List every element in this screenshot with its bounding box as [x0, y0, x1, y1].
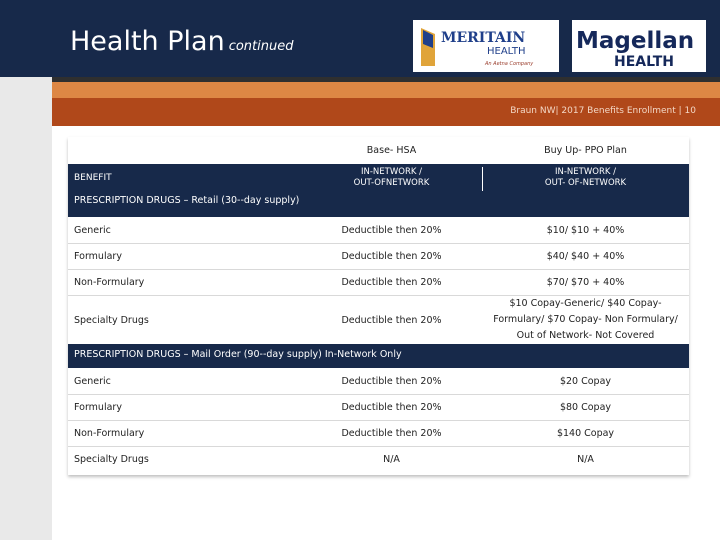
- hsa-value: Deductible then 20%: [341, 276, 442, 288]
- page-title: [70, 26, 293, 57]
- ppo-value: $140 Copay: [556, 427, 615, 439]
- table-row: [68, 243, 689, 270]
- column-header-ppo-line2: OUT- OF-NETWORK: [544, 177, 627, 188]
- benefits-table: [68, 137, 689, 475]
- magellan-logo-wordmark: Magellan: [576, 28, 695, 54]
- ppo-value: $80 Copay: [559, 401, 612, 413]
- magellan-logo: [572, 20, 706, 72]
- magellan-logo-health: HEALTH: [614, 54, 674, 70]
- table-row: [68, 269, 689, 296]
- ppo-value: N/A: [577, 453, 594, 465]
- ppo-value-line: Out of Network- Not Covered: [516, 330, 655, 341]
- table-row: [68, 420, 689, 447]
- hsa-value: Deductible then 20%: [341, 224, 442, 236]
- ppo-value: $20 Copay: [559, 375, 612, 387]
- ppo-value-line: Formulary/ $70 Copay- Non Formulary/: [493, 314, 678, 325]
- hsa-value: N/A: [383, 453, 400, 465]
- benefit-name: Formulary: [74, 250, 122, 262]
- plan-header-hsa: Base- HSA: [366, 145, 417, 156]
- benefit-name: Formulary: [74, 401, 122, 413]
- benefit-name: Non-Formulary: [74, 427, 145, 439]
- column-header-hsa-line2: OUT-OFNETWORK: [353, 177, 430, 188]
- column-header-benefit: BENEFIT: [74, 172, 112, 183]
- table-row: [68, 295, 689, 345]
- left-margin-strip: [0, 0, 52, 540]
- ppo-value: [482, 295, 689, 345]
- footer-text: Braun NW| 2017 Benefits Enrollment | 10: [510, 106, 696, 116]
- plan-header-row: [68, 137, 689, 164]
- table-row: [68, 394, 689, 421]
- section-mail-title: PRESCRIPTION DRUGS – Mail Order (90--day supply) In-Network Only: [74, 349, 402, 360]
- ppo-value-line: $10 Copay-Generic/ $40 Copay-: [509, 298, 662, 309]
- section-mail-header: [68, 344, 689, 368]
- benefit-name: Non-Formulary: [74, 276, 145, 288]
- meritain-logo-graphic: [413, 20, 559, 72]
- meritain-logo-wordmark: MERITAIN: [441, 30, 526, 46]
- table-row: [68, 446, 689, 472]
- ppo-value: $10/ $10 + 40%: [546, 224, 625, 236]
- ppo-value: $70/ $70 + 40%: [546, 276, 625, 288]
- benefit-name: Specialty Drugs: [74, 314, 149, 326]
- column-header-ppo-line1: IN-NETWORK /: [555, 166, 616, 177]
- page-title-text: Health Plan: [70, 26, 225, 57]
- ppo-value: $40/ $40 + 40%: [546, 250, 625, 262]
- meritain-logo-tagline: An Aetna Company: [485, 61, 534, 67]
- hsa-value: Deductible then 20%: [341, 375, 442, 387]
- orange-band: [52, 82, 720, 98]
- table-row: [68, 368, 689, 395]
- hsa-value: Deductible then 20%: [341, 250, 442, 262]
- column-header-hsa: [299, 164, 484, 191]
- table-row: [68, 217, 689, 244]
- benefit-name: Generic: [74, 375, 111, 387]
- magellan-logo-graphic: [572, 20, 706, 72]
- benefit-name: Generic: [74, 224, 111, 236]
- plan-header-ppo: Buy Up- PPO Plan: [544, 145, 627, 156]
- page-header: [0, 0, 720, 77]
- column-header-hsa-line1: IN-NETWORK /: [361, 166, 422, 177]
- hsa-value: Deductible then 20%: [341, 401, 442, 413]
- meritain-logo: [413, 20, 559, 72]
- section-retail-header: [68, 191, 689, 217]
- meritain-logo-health: HEALTH: [487, 46, 526, 57]
- column-header-ppo: [482, 164, 689, 191]
- benefit-name: Specialty Drugs: [74, 453, 149, 465]
- hsa-value: Deductible then 20%: [341, 314, 442, 326]
- page-subtitle: continued: [228, 39, 294, 54]
- hsa-value: Deductible then 20%: [341, 427, 442, 439]
- column-header-row: [68, 164, 689, 191]
- section-retail-title: PRESCRIPTION DRUGS – Retail (30--day supply): [74, 195, 300, 206]
